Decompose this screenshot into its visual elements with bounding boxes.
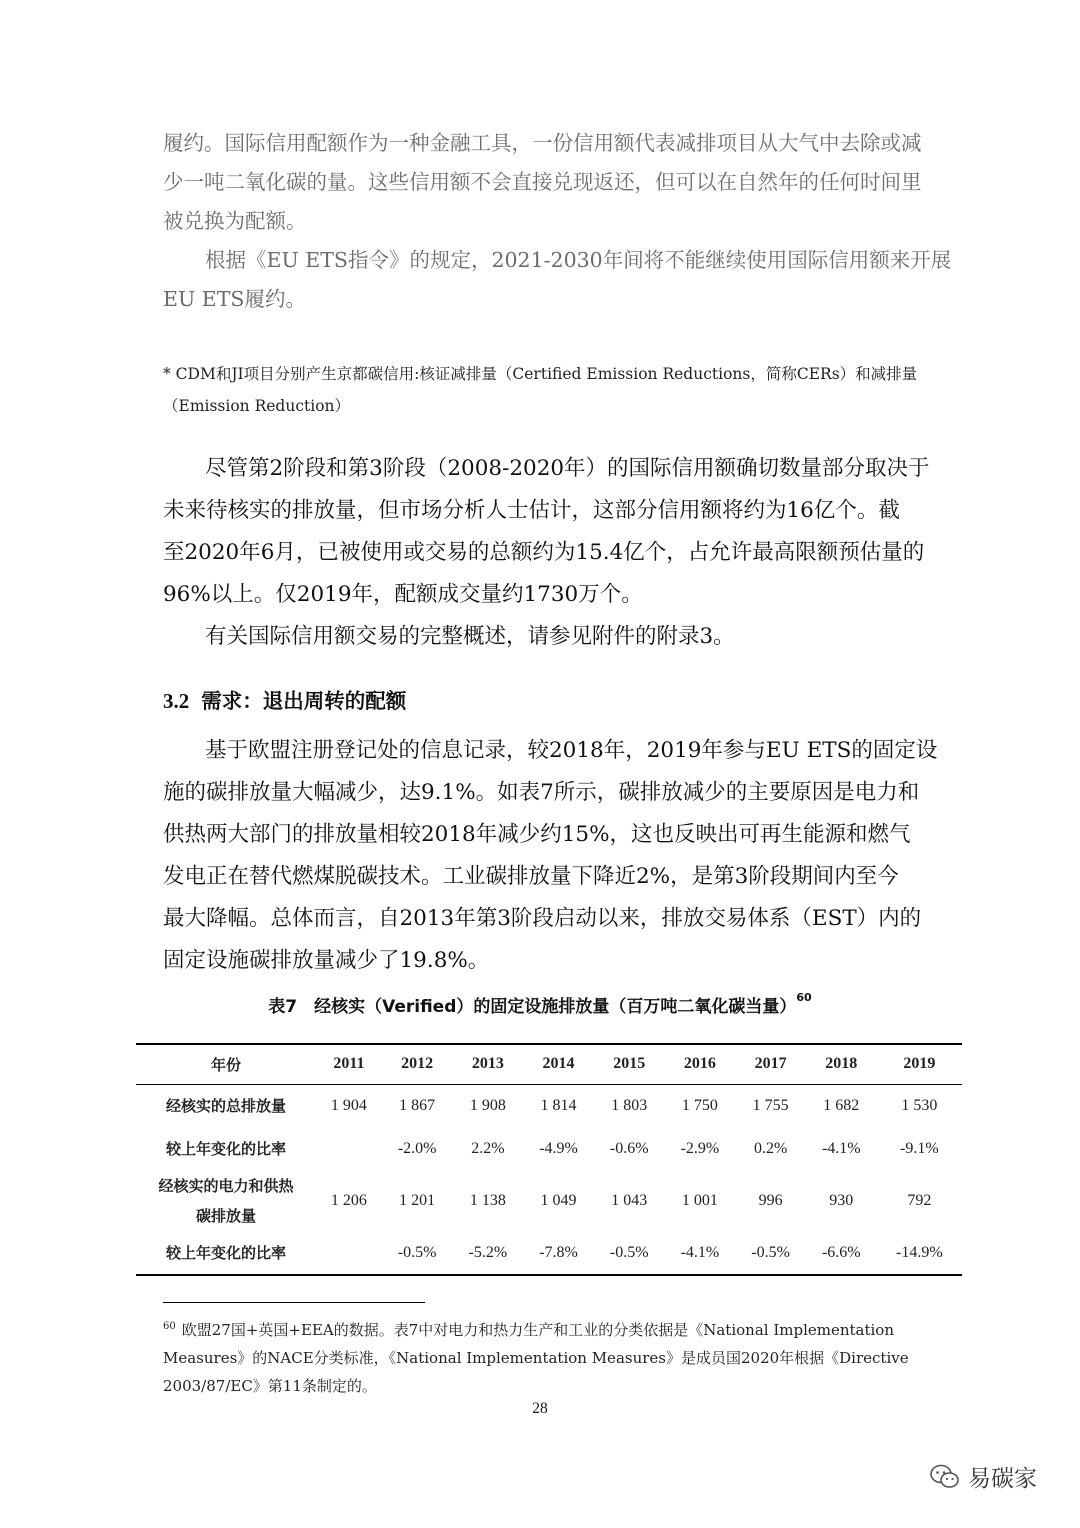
table-row xyxy=(136,1232,962,1275)
table-cell: -9.1% xyxy=(899,1139,939,1157)
header-year: 2019 xyxy=(903,1055,936,1073)
header-year: 2015 xyxy=(613,1055,646,1073)
table-cell: 1 138 xyxy=(469,1192,506,1209)
table-cell: 1 049 xyxy=(540,1192,577,1209)
watermark-text: 易碳家 xyxy=(968,1466,1037,1492)
footnote-line: 欧盟27国+英国+EEA的数据。表7中对电力和热力生产和工业的分类依据是《National Implementation xyxy=(181,1321,895,1339)
table-row xyxy=(136,1170,962,1232)
note-line: （Emission Reduction） xyxy=(163,397,351,415)
table-cell: -0.6% xyxy=(609,1139,649,1157)
table-title xyxy=(0,992,1080,1017)
table-cell: 1 904 xyxy=(330,1096,367,1114)
table-cell: 1 682 xyxy=(823,1096,860,1114)
para-line: 基于欧盟注册登记处的信息记录，较2018年，2019年参与EU ETS的固定设 xyxy=(205,738,938,763)
section-number: 3.2 xyxy=(163,689,190,713)
row-label-line: 经核实的电力和供热 xyxy=(158,1177,294,1195)
table-cell: -2.9% xyxy=(680,1139,720,1157)
intro-line: EU ETS履约。 xyxy=(163,287,306,311)
table-cell: -7.8% xyxy=(539,1244,578,1261)
header-year-label: 年份 xyxy=(210,1055,241,1074)
header-year: 2017 xyxy=(754,1055,787,1073)
header-year: 2011 xyxy=(333,1055,365,1073)
note-line: * CDM和JI项目分别产生京都碳信用:核证减排量（Certified Emission Reductions，简称CERs）和减排量 xyxy=(163,365,918,383)
para-line: 96%以上。仅2019年，配额成交量约1730万个。 xyxy=(163,582,643,607)
footnote-line: Measures》的NACE分类标准，《National Implementation Measures》是成员国2020年根据《Directive xyxy=(163,1349,909,1367)
credits-paragraph xyxy=(163,448,930,658)
watermark xyxy=(930,1460,1037,1493)
table-cell: -5.2% xyxy=(468,1244,508,1261)
row-label: 较上年变化的比率 xyxy=(165,1244,286,1262)
intro-line: 履约。国际信用配额作为一种金融工具，一份信用额代表减排项目从大气中去除或减 xyxy=(163,131,922,155)
table-cell: 996 xyxy=(758,1192,783,1209)
para-line: 至2020年6月，已被使用或交易的总额约为15.4亿个，占允许最高限额预估量的 xyxy=(163,540,925,565)
intro-line: 根据《EU ETS指令》的规定，2021-2030年间将不能继续使用国际信用额来开展 xyxy=(205,248,952,272)
table-cell xyxy=(316,1232,382,1275)
table-cell: -0.5% xyxy=(751,1244,790,1261)
table-cell: 1 530 xyxy=(901,1096,938,1114)
intro-line: 少一吨二氧化碳的量。这些信用额不会直接兑现返还，但可以在自然年的任何时间里 xyxy=(163,170,922,194)
para-line: 固定设施碳排放量减少了19.8%。 xyxy=(163,948,490,973)
table-cell: -2.0% xyxy=(397,1139,437,1157)
table-cell: -4.9% xyxy=(539,1139,578,1157)
row-label-line: 碳排放量 xyxy=(195,1207,256,1225)
cdm-note xyxy=(163,358,923,422)
table-cell: -4.1% xyxy=(680,1244,720,1261)
table-cell: 1 814 xyxy=(540,1096,577,1114)
table-cell xyxy=(316,1127,382,1170)
header-year: 2016 xyxy=(683,1055,716,1073)
para-line: 发电正在替代燃煤脱碳技术。工业碳排放量下降近2%，是第3阶段期间内至今 xyxy=(163,864,899,889)
footnote xyxy=(163,1313,908,1400)
table-cell: 1 001 xyxy=(681,1192,718,1209)
table-title-footnote-ref: 60 xyxy=(796,991,812,1005)
section-title: 需求：退出周转的配额 xyxy=(201,689,407,713)
table-cell: 0.2% xyxy=(753,1139,788,1157)
table-cell: -14.9% xyxy=(895,1244,943,1261)
para-line: 尽管第2阶段和第3阶段（2008-2020年）的国际信用额确切数量部分取决于 xyxy=(205,456,930,481)
table-cell: 1 750 xyxy=(681,1096,718,1114)
table-cell: 1 867 xyxy=(399,1096,436,1114)
row-label: 经核实的总排放量 xyxy=(165,1096,286,1115)
para-line: 有关国际信用额交易的完整概述，请参见附件的附录3。 xyxy=(205,624,735,649)
table-cell: 930 xyxy=(829,1192,854,1209)
table-cell: 792 xyxy=(907,1192,932,1209)
page-number: 28 xyxy=(532,1400,548,1417)
para-line: 未来待核实的排放量，但市场分析人士估计，这部分信用额将约为16亿个。截 xyxy=(163,498,900,523)
header-year: 2014 xyxy=(542,1055,575,1073)
demand-paragraph xyxy=(163,730,938,982)
footnote-divider xyxy=(163,1302,425,1303)
table-title-text: 表7 经核实（Verified）的固定设施排放量（百万吨二氧化碳当量） xyxy=(268,997,797,1017)
table-cell: -0.5% xyxy=(397,1244,437,1261)
table-cell: 1 803 xyxy=(611,1096,648,1114)
para-line: 供热两大部门的排放量相较2018年减少约15%，这也反映出可再生能源和燃气 xyxy=(163,822,911,847)
table-cell: 1 755 xyxy=(752,1096,789,1114)
table-cell: -6.6% xyxy=(821,1244,861,1261)
table-cell: 2.2% xyxy=(471,1139,505,1157)
table-row xyxy=(136,1084,962,1127)
footnote-line: 2003/87/EC》第11条制定的。 xyxy=(163,1377,377,1395)
table-cell: -0.5% xyxy=(609,1244,649,1261)
section-heading xyxy=(163,684,406,714)
table-cell: 1 908 xyxy=(469,1096,506,1114)
table-cell: 1 043 xyxy=(611,1192,648,1209)
table-cell: -4.1% xyxy=(821,1139,861,1157)
intro-paragraph xyxy=(163,124,952,319)
intro-line: 被兑换为配额。 xyxy=(163,209,307,233)
table-cell: 1 201 xyxy=(399,1192,436,1209)
header-year: 2012 xyxy=(401,1055,434,1073)
header-year: 2018 xyxy=(825,1055,858,1073)
header-year: 2013 xyxy=(471,1055,504,1073)
para-line: 最大降幅。总体而言，自2013年第3阶段启动以来，排放交易体系（EST）内的 xyxy=(163,906,922,931)
row-label: 较上年变化的比率 xyxy=(165,1139,286,1158)
emissions-table xyxy=(136,1043,962,1276)
row-label xyxy=(136,1170,316,1232)
wechat-icon xyxy=(930,1464,960,1490)
para-line: 施的碳排放量大幅减少，达9.1%。如表7所示，碳排放减少的主要原因是电力和 xyxy=(163,780,920,805)
table-header-row xyxy=(136,1044,962,1084)
table-cell: 1 206 xyxy=(330,1192,367,1209)
footnote-number: 60 xyxy=(163,1321,176,1332)
table-row xyxy=(136,1127,962,1170)
